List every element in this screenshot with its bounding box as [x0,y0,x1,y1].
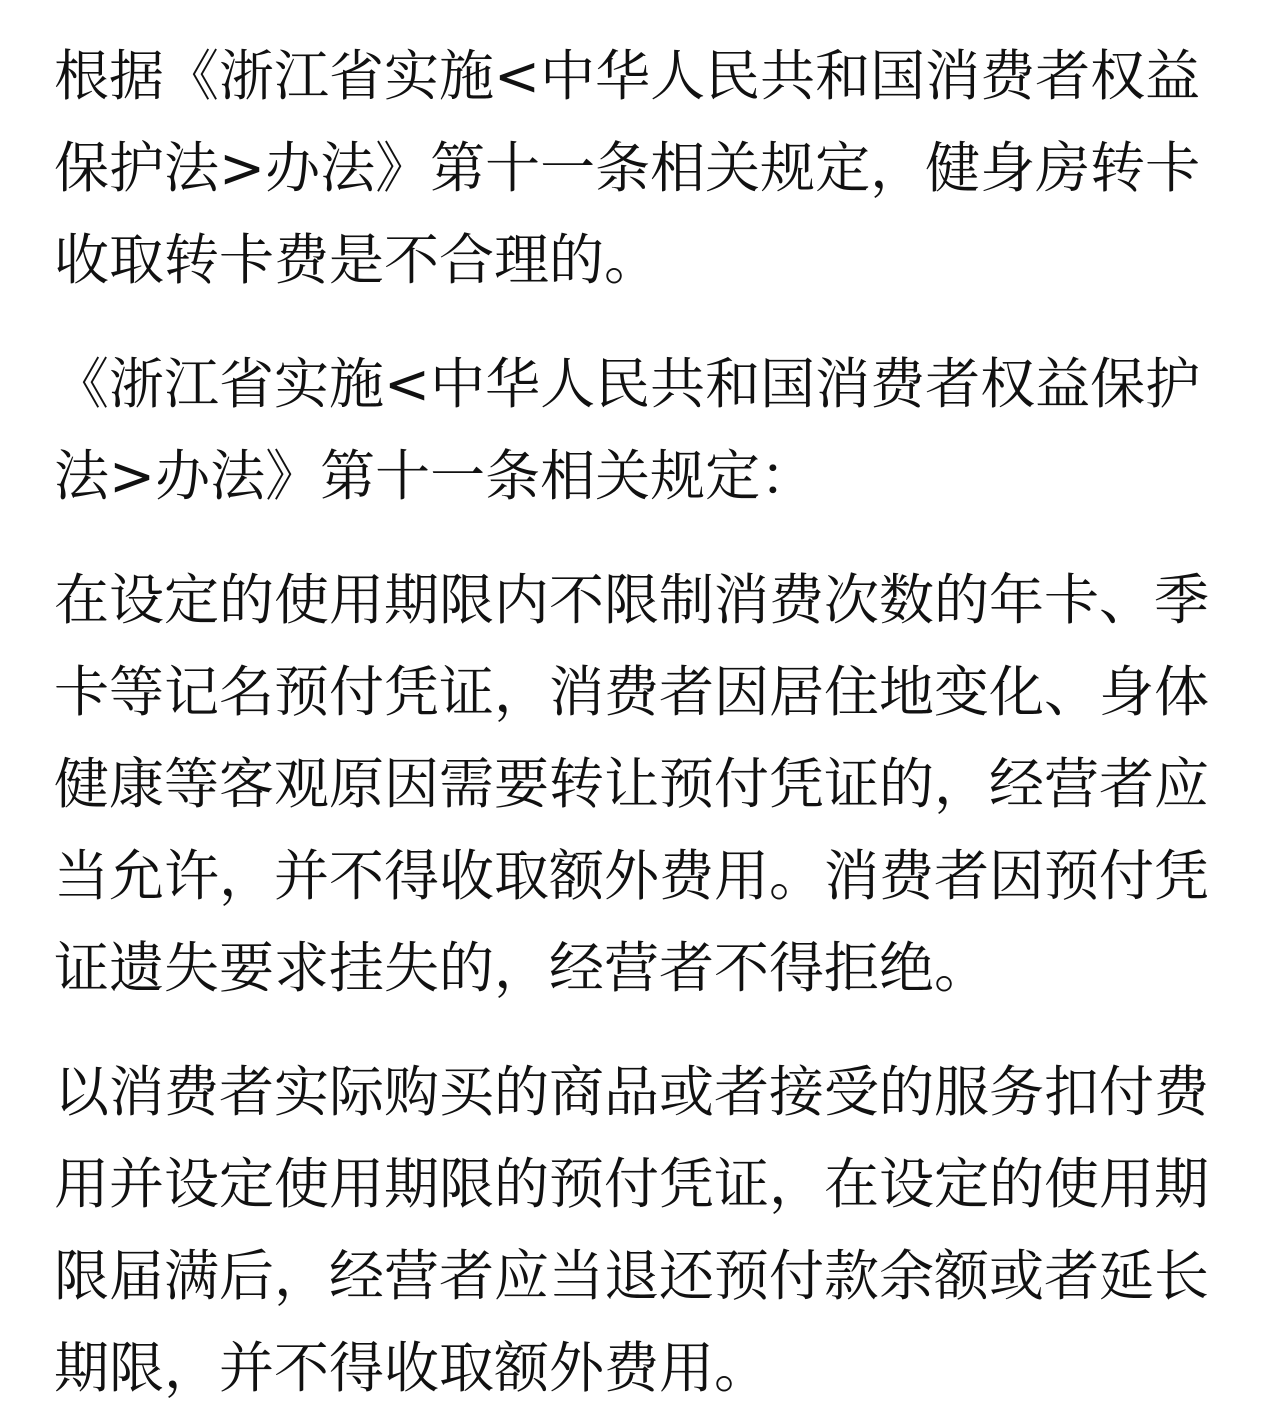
paragraph-transfer-rule: 在设定的使用期限内不限制消费次数的年卡、季卡等记名预付凭证，消费者因居住地变化、身体健康等客观原因需要转让预付凭证的，经营者应当允许，并不得收取额外费用。消费者因预付凭证遗失要求挂失的，经营者不得拒绝。 [54,568,1210,1000]
paragraph-conclusion: 根据《浙江省实施<中华人民共和国消费者权益保护法>办法》第十一条相关规定，健身房转卡收取转卡费是不合理的。 [54,44,1201,292]
paragraph-refund-rule: 以消费者实际购买的商品或者接受的服务扣付费用并设定使用期限的预付凭证，在设定的使用期限届满后，经营者应当退还预付款余额或者延长期限，并不得收取额外费用。 [54,1060,1210,1400]
paragraph-regulation-intro: 《浙江省实施<中华人民共和国消费者权益保护法>办法》第十一条相关规定： [54,352,1201,508]
article-body [54,30,1234,1414]
